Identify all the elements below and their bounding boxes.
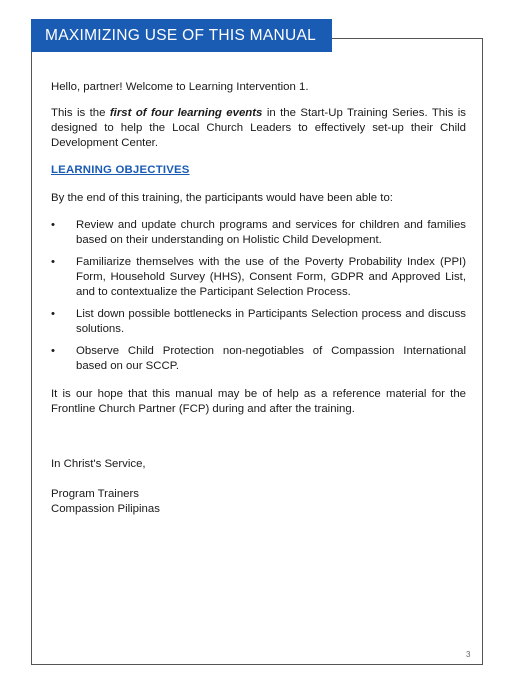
signature-line-1: Program Trainers [51, 488, 139, 500]
greeting-text: Hello, partner! Welcome to Learning Intervention 1. [51, 81, 309, 93]
bullet-icon: • [51, 219, 55, 231]
manual-content [51, 80, 466, 517]
objective-item [51, 307, 466, 337]
bullet-icon: • [51, 308, 55, 320]
objectives-heading: LEARNING OBJECTIVES [51, 164, 190, 176]
bullet-icon: • [51, 256, 55, 268]
page-number: 3 [466, 650, 471, 659]
objective-item [51, 255, 466, 300]
section-header [31, 19, 332, 52]
objective-item [51, 344, 466, 374]
objective-item [51, 218, 466, 248]
intro-text-before: This is the [51, 107, 110, 119]
intro-paragraph [51, 106, 466, 151]
objectives-list [51, 218, 466, 374]
objectives-lead: By the end of this training, the participants would have been able to: [51, 192, 393, 204]
objective-text: List down possible bottlenecks in Participants Selection process and discuss solutions. [76, 308, 466, 335]
objective-text: Familiarize themselves with the use of the Poverty Probability Index (PPI) Form, Household Survey (HHS), Consent Form, GDPR and Approved List, and to contextualize the Participant Selection Process. [76, 256, 466, 298]
objective-text: Review and update church programs and services for children and families based on their understanding on Holistic Child Development. [76, 219, 466, 246]
signoff-text: In Christ's Service, [51, 458, 146, 470]
closing-paragraph: It is our hope that this manual may be of help as a reference material for the Frontline Church Partner (FCP) during and after the training. [51, 388, 466, 415]
section-title: MAXIMIZING USE OF THIS MANUAL [45, 26, 317, 44]
bullet-icon: • [51, 345, 55, 357]
intro-text-after: in the Start-Up Training Series. This is designed to help the Local Church Leaders to effectively set-up their Child Development Center. [51, 107, 467, 149]
objective-text: Observe Child Protection non-negotiables of Compassion International based on our SCCP. [76, 345, 466, 372]
signature-line-2: Compassion Pilipinas [51, 503, 160, 515]
intro-emphasis: first of four learning events [109, 107, 263, 119]
